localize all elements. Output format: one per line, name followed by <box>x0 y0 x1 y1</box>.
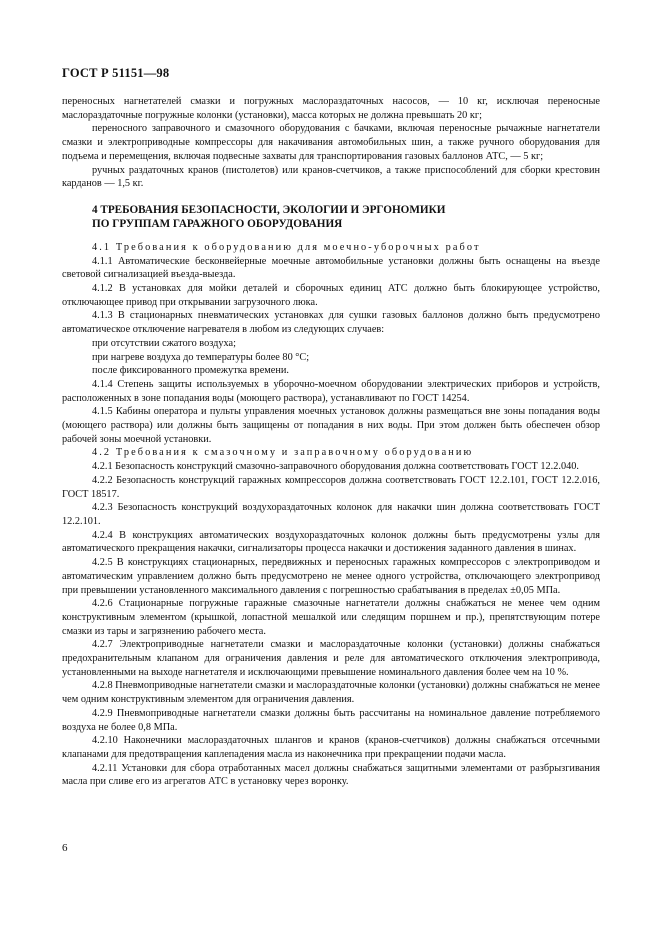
clause-4-1-3-item-3: после фиксированного промежутка времени. <box>92 365 289 377</box>
page-body <box>62 95 600 789</box>
clause-4-1-3-item-2: при нагреве воздуха до температуры более 80 °С; <box>92 351 310 363</box>
clause-4-2-11: 4.2.11 Установки для сбора отработанных масел должны снабжаться защитными элементами от разбрызгивания масла при сливе его из агрегатов АТС в установку через воронку. <box>62 762 600 788</box>
clause-4-1-5: 4.1.5 Кабины оператора и пульты управления моечных установок должны размещаться вне зоны попадания воды (моющего раствора) или должны быть защищены от попадания в них воды. При этом должен быть обеспечен обзор рабочей зоны моечной установки. <box>62 406 600 445</box>
subsection-4-2-title: 4.2 Требования к смазочному и заправочному оборудованию <box>92 447 474 459</box>
intro-paragraph-1: переносных нагнетателей смазки и погружных маслораздаточных насосов, — 10 кг, исключая переносные маслораздаточные погружные колонки (установки), масса которых не должна превышать 20 кг; <box>62 96 600 121</box>
intro-paragraph-3: ручных раздаточных кранов (пистолетов) или кранов-счетчиков, а также приспособлений для сборки крестовин карданов — 1,5 кг. <box>62 164 600 190</box>
clause-4-2-7: 4.2.7 Электроприводные нагнетатели смазки и маслораздаточные колонки (установки) должны снабжаться предохранительным клапаном для ограничения давления и реле для автоматического отключения электропривода, установленными на выходе нагнетателя и исключающими превышение номинального давления более чем на 10 %. <box>62 639 600 678</box>
clause-4-2-1: 4.2.1 Безопасность конструкций смазочно-заправочного оборудования должна соответствовать ГОСТ 12.2.040. <box>92 461 579 473</box>
clause-4-2-6: 4.2.6 Стационарные погружные гаражные смазочные нагнетатели должны снабжаться не менее чем одним конструктивным элементом (крышкой, лопастной мешалкой или следящим поршнем и пр.), препятствующим потере смазки из тары и загрязнению рабочего места. <box>62 598 600 637</box>
section-4-title <box>62 203 600 231</box>
subsection-4-1-title: 4.1 Требования к оборудованию для моечно-уборочных работ <box>92 241 481 253</box>
section-4-title-line1: 4 ТРЕБОВАНИЯ БЕЗОПАСНОСТИ, ЭКОЛОГИИ И ЭРГОНОМИКИ <box>92 203 446 216</box>
clause-4-1-3: 4.1.3 В стационарных пневматических установках для сушки газовых баллонов должно быть предусмотрено автоматическое отключение нагревателя в любом из следующих случаев: <box>62 310 600 336</box>
clause-4-1-1: 4.1.1 Автоматические бесконвейерные моечные автомобильные установки должны быть оснащены на въезде световой сигнализацией въезда-выезда. <box>62 255 600 281</box>
section-4-title-line2: ПО ГРУППАМ ГАРАЖНОГО ОБОРУДОВАНИЯ <box>92 217 343 230</box>
clause-4-2-5: 4.2.5 В конструкциях стационарных, передвижных и переносных гаражных компрессоров с электроприводом и автоматическим управлением должно быть предусмотрено не менее одного устройства, отключающего электропривод при превышении установленного максимального давления с погрешностью срабатывания в пределах ±0,05 МПа. <box>62 557 600 596</box>
clause-4-2-10: 4.2.10 Наконечники маслораздаточных шлангов и кранов (кранов-счетчиков) должны снабжаться отсечными клапанами для предотвращения каплепадения масла из наконечника при прекращении подачи масла. <box>62 735 600 760</box>
clause-4-1-3-item-1: при отсутствии сжатого воздуха; <box>92 337 236 349</box>
clause-4-1-4: 4.1.4 Степень защиты используемых в уборочно-моечном оборудовании электрических приборов и устройств, расположенных в зоне попадания воды (моющего раствора), устанавливают по ГОСТ 14254. <box>62 378 600 404</box>
clause-4-2-4: 4.2.4 В конструкциях автоматических воздухораздаточных колонок должны быть предусмотрены узлы для автоматического прекращения накачки, сигнализаторы процесса накачки и достижения заданного давления в шинах. <box>62 529 600 555</box>
clause-4-2-2: 4.2.2 Безопасность конструкций гаражных компрессоров должна соответствовать ГОСТ 12.2.101, ГОСТ 12.2.016, ГОСТ 18517. <box>62 474 600 500</box>
page-number: 6 <box>62 842 68 854</box>
clause-4-1-2: 4.1.2 В установках для мойки деталей и сборочных единиц АТС должно быть блокирующее устройство, отключающее привод при открывании загрузочного люка. <box>62 283 600 308</box>
intro-paragraph-2: переносного заправочного и смазочного оборудования с бачками, включая переносные рычажные нагнетатели смазки и электроприводные компрессоры для накачивания автомобильных шин, а также ручного оборудования для подъема и перемещения, включая подвесные захваты для транспортирования газовых баллонов АТС, — 5 кг; <box>62 123 600 162</box>
clause-4-2-3: 4.2.3 Безопасность конструкций воздухораздаточных колонок для накачки шин должна соответствовать ГОСТ 12.2.101. <box>62 502 600 527</box>
clause-4-2-8: 4.2.8 Пневмоприводные нагнетатели смазки и маслораздаточные колонки (установки) должны снабжаться не менее чем одним конструктивным элементом для ограничения давления. <box>62 680 600 706</box>
page-header: ГОСТ Р 51151—98 <box>62 66 170 80</box>
clause-4-2-9: 4.2.9 Пневмоприводные нагнетатели смазки должны быть рассчитаны на номинальное давление потребляемого воздуха не более 0,8 МПа. <box>62 707 600 733</box>
